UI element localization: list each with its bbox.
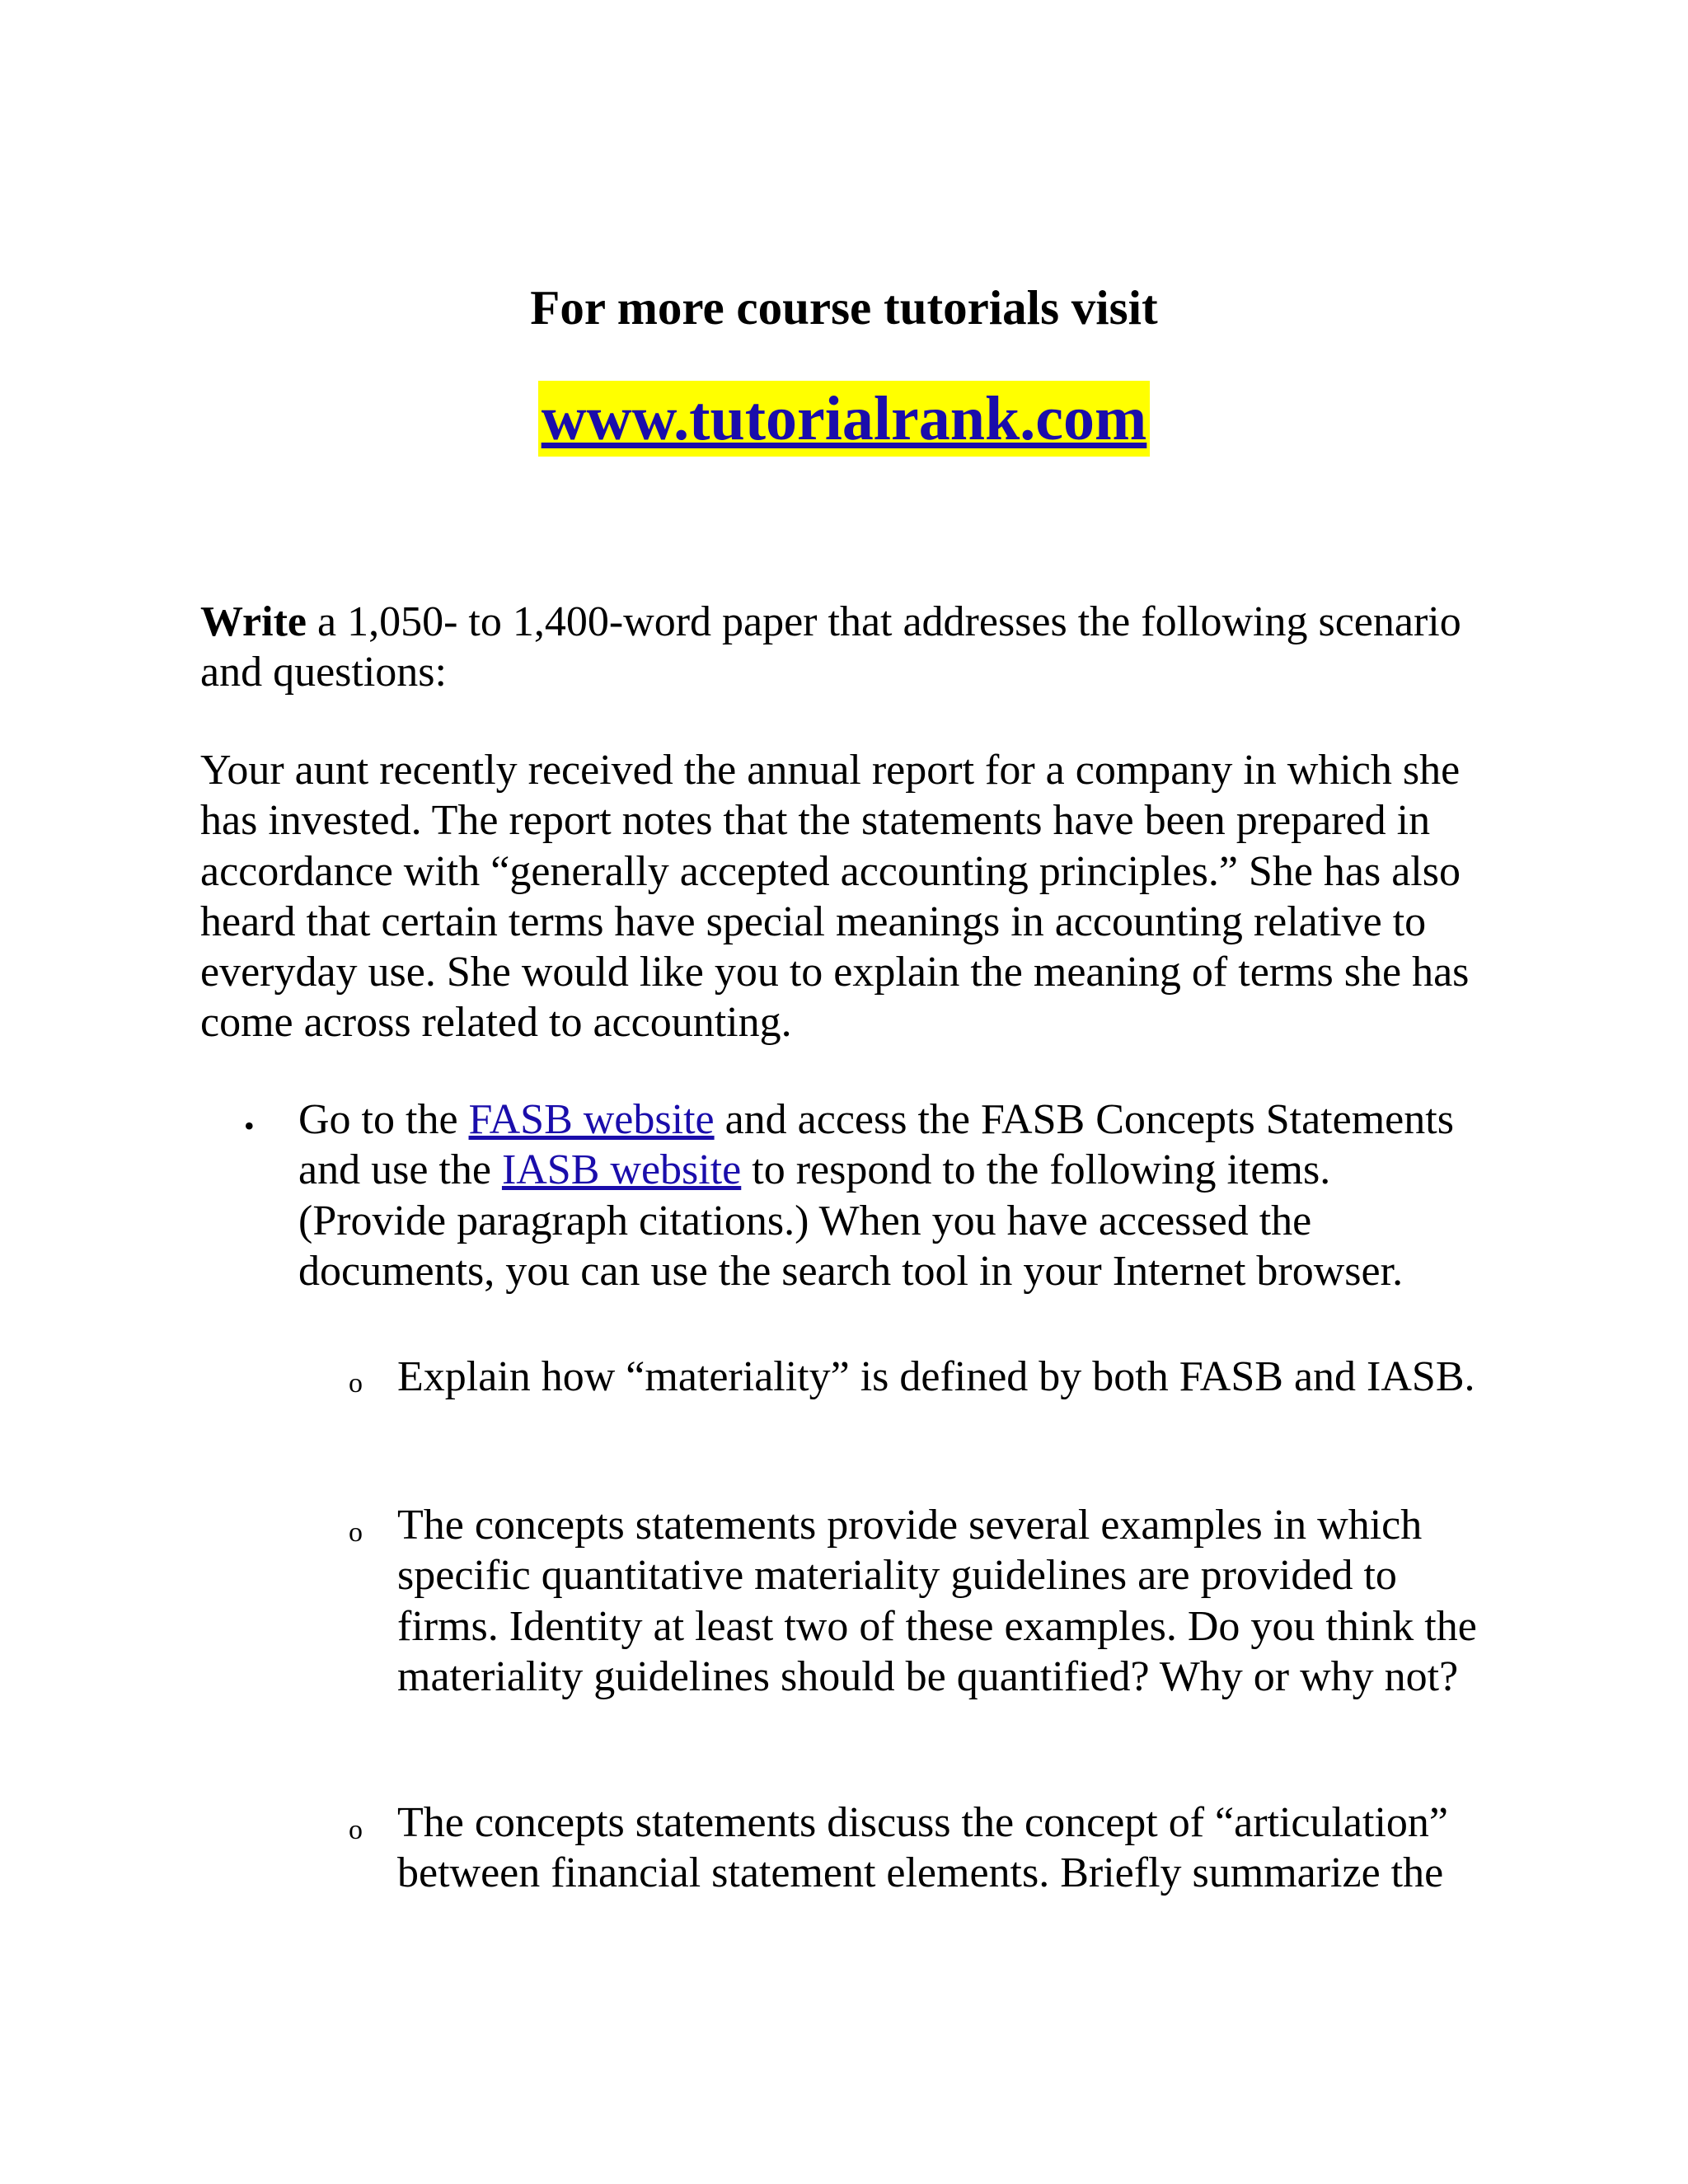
item-text-after: to respond to the following items. (Provide paragraph citations.) When you have accessed the documents, you can use the search tool in your Internet browser. (298, 1146, 1404, 1295)
sub-item-articulation: The concepts statements discuss the concept of “articulation” between financial statement elements. Briefly summarize the (397, 1799, 1448, 1897)
site-link-wrapper (0, 381, 1688, 457)
intro-lead-word: Write (200, 598, 307, 645)
sub-item-materiality-definition: Explain how “materiality” is defined by both FASB and IASB. (397, 1353, 1475, 1400)
sub-item-materiality-guidelines: The concepts statements provide several examples in which specific quantitative materiality guidelines are provided to firms. Identity at least two of these examples. Do you think the materiality guidelines should be quantified? Why or why not? (397, 1502, 1477, 1700)
list-item-instructions (298, 1094, 1485, 1296)
item-text-before: Go to the (298, 1096, 469, 1143)
intro-text: a 1,050- to 1,400-word paper that addresses the following scenario and questions: (200, 598, 1461, 696)
fasb-website-link[interactable]: FASB website (468, 1096, 715, 1143)
tutorialrank-link[interactable]: www.tutorialrank.com (538, 381, 1151, 457)
sub-bullet-icon: o (349, 1368, 363, 1399)
item-text-middle: and access the FASB Concepts Statements and use the (298, 1096, 1454, 1194)
scenario-paragraph: Your aunt recently received the annual report for a company in which she has invested. The report notes that the statements have been prepared in accordance with “generally accepted accounting principles.” She has also heard that certain terms have special meanings in accounting relative to everyday use. She would like you to explain the meaning of terms she has come across related to accounting. (200, 747, 1470, 1047)
page-heading: For more course tutorials visit (530, 280, 1158, 335)
sub-bullet-icon: o (349, 1517, 363, 1548)
iasb-website-link[interactable]: IASB website (501, 1146, 742, 1194)
sub-bullet-icon: o (349, 1815, 363, 1845)
intro-paragraph (200, 597, 1486, 698)
bullet-icon: • (244, 1109, 255, 1142)
